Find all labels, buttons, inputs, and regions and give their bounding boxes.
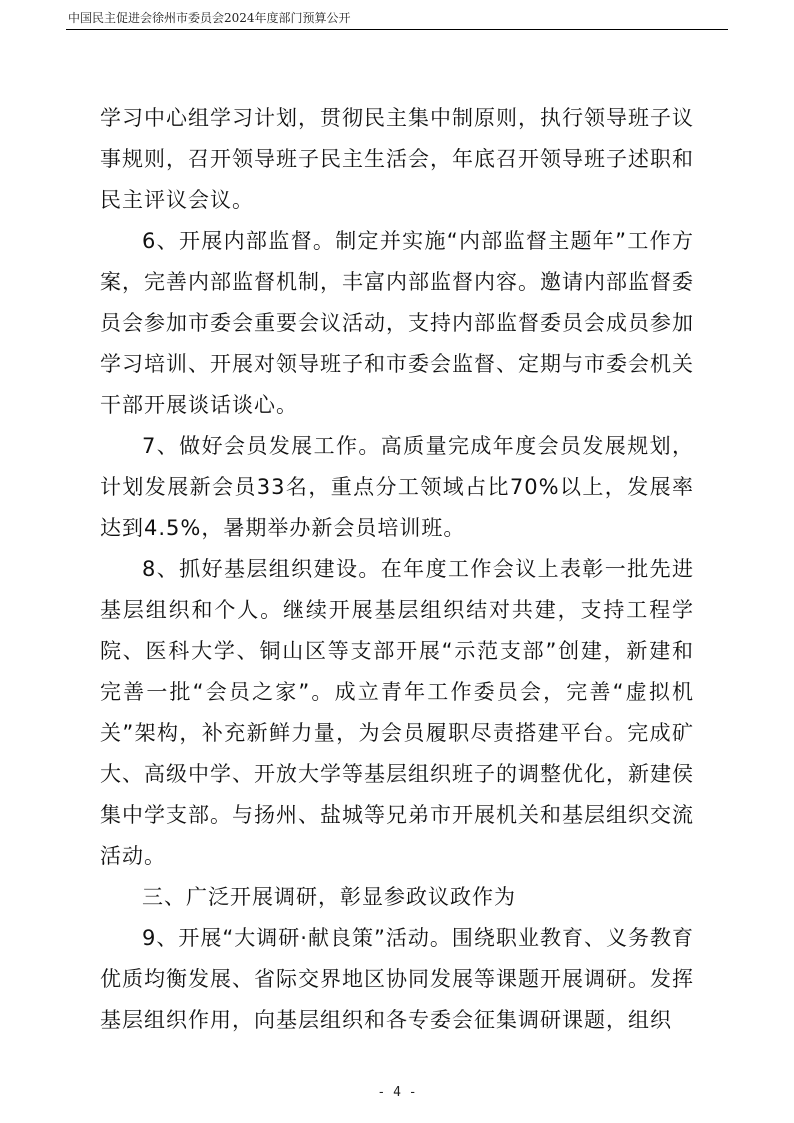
page-number: - 4 - [377, 1085, 417, 1100]
running-header-title: 中国民主促进会徐州市委员会2024年度部门预算公开 [68, 11, 351, 25]
header-divider [66, 29, 728, 30]
paragraph-item-8: 8、抓好基层组织建设。在年度工作会议上表彰一批先进基层组织和个人。继续开展基层组织结对共建，支持工程学院、医科大学、铜山区等支部开展“示范支部”创建，新建和完善一批“会员之家”。成立青年工作委员会，完善“虚拟机关”架构，补充新鲜力量，为会员履职尽责搭建平台。完成矿大、高级中学、开放大学等基层组织班子的调整优化，新建侯集中学支部。与扬州、盐城等兄弟市开展机关和基层组织交流活动。 [100, 557, 694, 868]
section-heading-3: 三、广泛开展调研，彰显参政议政作为 [142, 885, 516, 909]
paragraph-continuation: 学习中心组学习计划，贯彻民主集中制原则，执行领导班子议事规则，召开领导班子民主生活会，年底召开领导班子述职和民主评议会议。 [100, 106, 694, 212]
paragraph-item-6: 6、开展内部监督。制定并实施“内部监督主题年”工作方案，完善内部监督机制，丰富内部监督内容。邀请内部监督委员会参加市委会重要会议活动，支持内部监督委员会成员参加学习培训、开展对领导班子和市委会监督、定期与市委会机关干部开展谈话谈心。 [100, 229, 694, 417]
paragraph-item-7: 7、做好会员发展工作。高质量完成年度会员发展规划，计划发展新会员33名，重点分工领域占比70%以上，发展率达到4.5%，暑期举办新会员培训班。 [100, 434, 694, 540]
document-body [100, 98, 694, 1041]
paragraph-item-9: 9、开展“大调研·献良策”活动。围绕职业教育、义务教育优质均衡发展、省际交界地区协同发展等课题开展调研。发挥基层组织作用，向基层组织和各专委会征集调研课题，组织 [100, 926, 694, 1032]
